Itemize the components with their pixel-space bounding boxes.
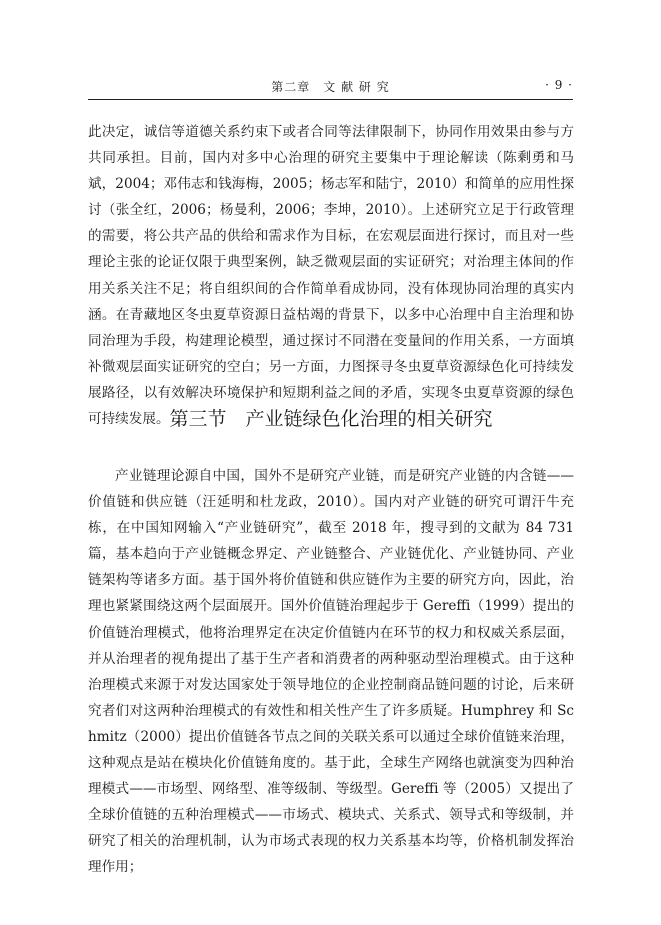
section-heading: 第三节 产业链绿色化治理的相关研究 xyxy=(169,408,493,430)
body-paragraph-continued: 此决定，诚信等道德关系约束下或者合同等法律限制下，协同作用效果由参与方共同承担。目前，国内对多中心治理的研究主要集中于理论解读（陈剩勇和马斌，2004；邓伟志和钱海梅，2005；杨志军和陆宁，2010）和简单的应用性探讨（张全红，2006；杨曼利，2006；李坤，2010）。上述研究立足于行政管理的需要，将公共产品的供给和需求作为目标，在宏观层面进行探讨，而且对一些理论主张的论证仅限于典型案例，缺乏微观层面的实证研究；对治理主体间的作用关系关注不足；将自组织间的合作简单看成协同，没有体现协同治理的真实内涵。在青藏地区冬虫夏草资源日益枯竭的背景下，以多中心治理中自主治理和协同治理为手段，构建理论模型，通过探讨不同潜在变量间的作用关系，一方面填补微观层面实证研究的空白；另一方面，力图探寻冬虫夏草资源绿色化可持续发展路径，以有效解决环境保护和短期利益之间的矛盾，实现冬虫夏草资源的绿色可持续发展。 xyxy=(88,124,574,428)
chapter-title: 第二章 文 献 研 究 xyxy=(271,80,390,94)
running-header xyxy=(88,78,573,98)
body-paragraph: 产业链理论源自中国，国外不是研究产业链，而是研究产业链的内含链——价值链和供应链（汪延明和杜龙政，2010）。国内对产业链的研究可谓汗牛充栋，在中国知网输入“产业链研究”，截至 2018 年，搜寻到的文献为 84 731 篇，基本趋向于产业链概念界定、产业链整合、产业链优化、产业链协同、产业链架构等诸多方面。基于国外将价值链和供应链作为主要的研究方向，因此，治理也紧紧围绕这两个层面展开。国外价值链治理起步于 Gereffi（1999）提出的价值链治理模式，他将治理界定在决定价值链内在环节的权力和权威关系层面，并从治理者的视角提出了基于生产者和消费者的两种驱动型治理模式。由于这种治理模式来源于对发达国家处于领导地位的企业控制商品链问题的讨论，后来研究者们对这两种治理模式的有效性和相关性产生了许多质疑。Humphrey 和 Schmitz（2000）提出价值链各节点之间的关联关系可以通过全球价值链来治理，这种观点是站在模块化价值链角度的。基于此，全球生产网络也就演变为四种治理模式——市场型、网络型、准等级制、等级型。Gereffi 等（2005）又提出了全球价值链的五种治理模式——市场式、模块式、关系式、领导式和等级制，并研究了相关的治理机制，认为市场式表现的权力关系基本均等，价格机制发挥治理作用； xyxy=(88,468,574,876)
page-number: · 9 · xyxy=(545,78,573,92)
header-divider xyxy=(88,99,573,100)
